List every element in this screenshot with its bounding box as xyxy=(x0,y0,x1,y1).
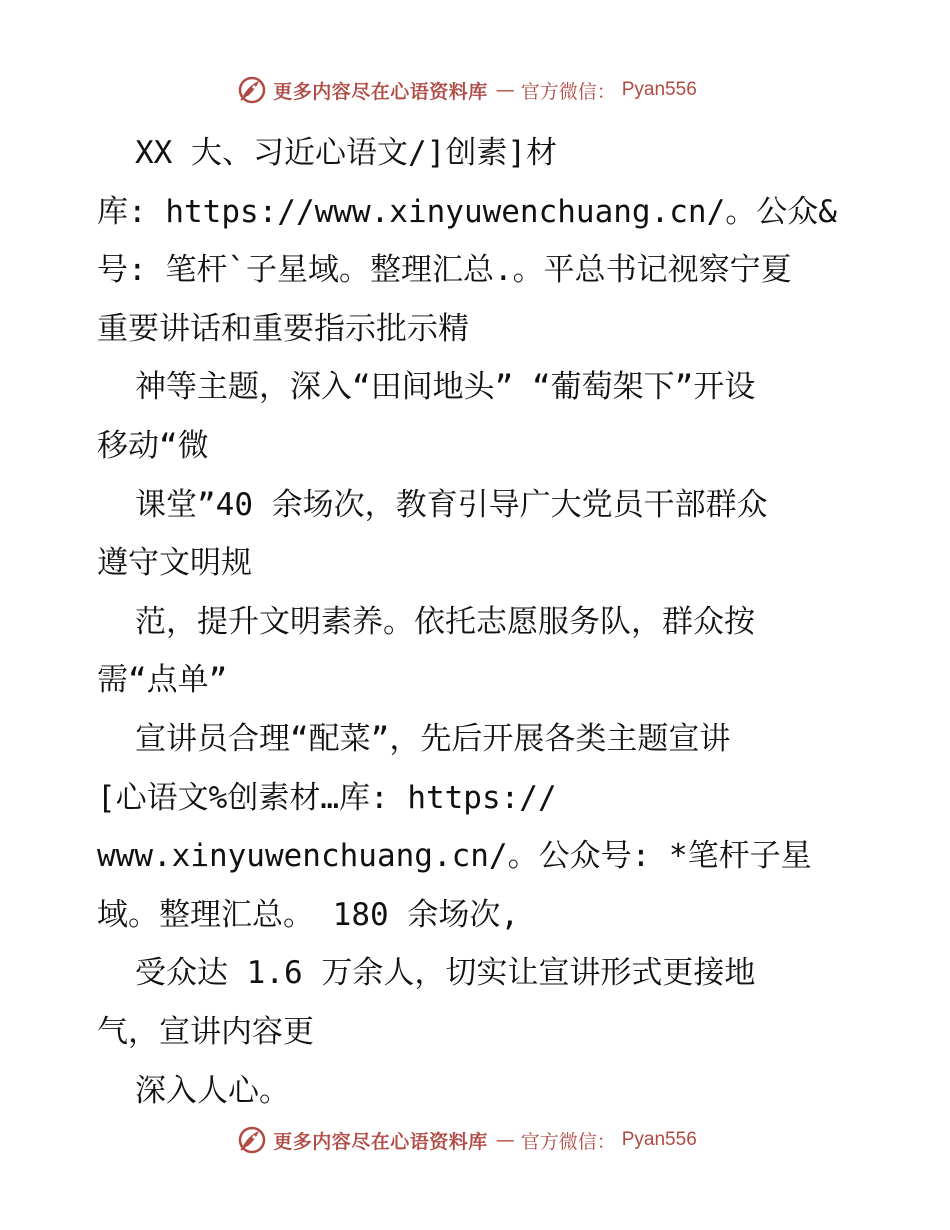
text-line: 重要讲话和重要指示批示精 xyxy=(97,310,469,347)
body-text xyxy=(97,124,887,1120)
text-line: 号: 笔杆`子星域。整理汇总.。平总书记视察宁夏 xyxy=(97,252,792,289)
text-line: [心语文%创素材…库: https:// xyxy=(97,779,557,816)
banner-wechat-label: 官方微信： xyxy=(520,1130,616,1153)
text-line: 气，宣讲内容更 xyxy=(97,1013,314,1050)
text-line: 需“点单” xyxy=(97,662,228,699)
banner-title: 更多内容尽在心语资料库 xyxy=(273,80,488,103)
footer-banner-content xyxy=(237,1125,697,1155)
banner-title: 更多内容尽在心语资料库 xyxy=(273,1130,488,1153)
pen-nib-logo-icon xyxy=(237,75,267,105)
text-line: 课堂”40 余场次，教育引导广大党员干部群众 xyxy=(135,486,768,523)
header-banner xyxy=(0,70,950,110)
banner-wechat-id: Pyan556 xyxy=(621,1129,697,1150)
text-line: 受众达 1.6 万余人，切实让宣讲形式更接地 xyxy=(135,955,756,992)
header-banner-content xyxy=(237,75,697,105)
text-line: 宣讲员合理“配菜”，先后开展各类主题宣讲 xyxy=(135,720,731,757)
text-line: www.xinyuwenchuang.cn/。公众号: *笔杆子星 xyxy=(97,838,812,875)
text-line: 范，提升文明素养。依托志愿服务队，群众按 xyxy=(135,603,755,640)
banner-wechat-id: Pyan556 xyxy=(621,79,697,100)
text-line: 遵守文明规 xyxy=(97,545,252,582)
text-line: 神等主题，深入“田间地头” “葡萄架下”开设 xyxy=(135,369,756,406)
banner-wechat-label: 官方微信： xyxy=(520,80,616,103)
pen-nib-logo-icon xyxy=(237,1125,267,1155)
text-line: 域。整理汇总。 180 余场次, xyxy=(97,896,519,933)
text-line: 库: https://www.xinyuwenchuang.cn/。公众& xyxy=(97,193,837,230)
footer-banner xyxy=(0,1120,950,1160)
banner-separator: — xyxy=(495,1129,515,1151)
text-line: 移动“微 xyxy=(97,427,209,464)
text-line: 深入人心。 xyxy=(135,1072,290,1109)
banner-separator: — xyxy=(495,79,515,101)
text-line: XX 大、习近心语文/]创素]材 xyxy=(135,135,557,171)
